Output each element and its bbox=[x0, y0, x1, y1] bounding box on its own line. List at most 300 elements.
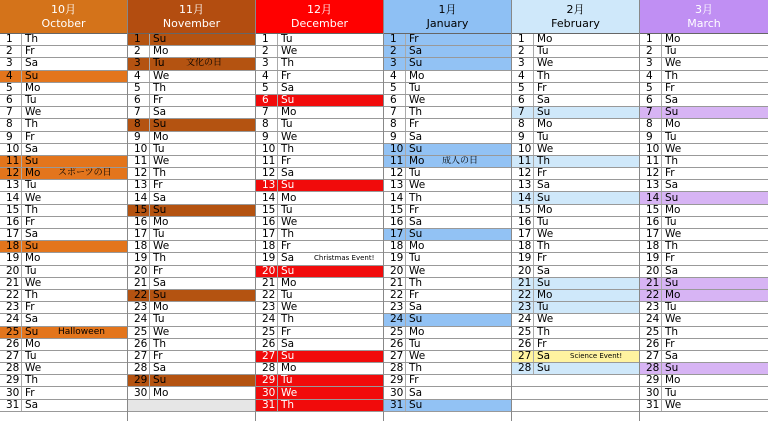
day-row[interactable] bbox=[0, 351, 127, 363]
day-row[interactable] bbox=[256, 71, 383, 83]
day-number: 25 bbox=[512, 327, 534, 338]
weekday-label: Sa bbox=[281, 252, 295, 265]
weekday-label: Su bbox=[153, 374, 167, 387]
day-row[interactable] bbox=[384, 107, 511, 119]
day-row[interactable] bbox=[640, 83, 768, 95]
day-row[interactable] bbox=[512, 180, 639, 192]
weekday-label: We bbox=[153, 240, 170, 253]
day-row[interactable] bbox=[384, 339, 511, 351]
day-row[interactable] bbox=[128, 327, 255, 339]
day-number: 11 bbox=[384, 156, 406, 167]
day-row[interactable] bbox=[128, 156, 255, 168]
weekday-label: Su bbox=[25, 240, 39, 253]
weekday-label: Mo bbox=[665, 203, 681, 216]
day-row[interactable] bbox=[0, 168, 127, 180]
day-row[interactable] bbox=[640, 192, 768, 204]
day-row[interactable] bbox=[0, 95, 127, 107]
day-number: 21 bbox=[512, 278, 534, 289]
weekday-label: Mo bbox=[153, 130, 169, 143]
weekday-label: Th bbox=[665, 69, 679, 82]
day-row[interactable] bbox=[128, 290, 255, 302]
weekday-label: Fr bbox=[281, 240, 291, 253]
day-row[interactable] bbox=[0, 266, 127, 278]
day-row[interactable] bbox=[0, 205, 127, 217]
weekday-label: Mo bbox=[409, 240, 425, 253]
day-row[interactable] bbox=[384, 351, 511, 363]
day-row[interactable] bbox=[256, 119, 383, 131]
day-number: 29 bbox=[640, 375, 662, 386]
day-number: 22 bbox=[384, 290, 406, 301]
weekday-label: Fr bbox=[25, 130, 35, 143]
day-number: 8 bbox=[256, 119, 278, 130]
day-row[interactable] bbox=[128, 205, 255, 217]
day-row[interactable] bbox=[512, 46, 639, 58]
weekday-label: Tu bbox=[281, 289, 293, 302]
day-row[interactable] bbox=[128, 34, 255, 46]
weekday-label: Su bbox=[153, 33, 167, 46]
day-row[interactable] bbox=[0, 71, 127, 83]
day-number: 21 bbox=[128, 278, 150, 289]
weekday-label: Mo bbox=[537, 203, 553, 216]
day-row[interactable] bbox=[128, 119, 255, 131]
day-row[interactable] bbox=[0, 363, 127, 375]
day-row[interactable] bbox=[128, 266, 255, 278]
weekday-label: We bbox=[281, 45, 298, 58]
event-label: 成人の日 bbox=[442, 155, 479, 166]
day-row[interactable] bbox=[256, 192, 383, 204]
weekday-label: Tu bbox=[25, 179, 37, 192]
weekday-label: Su bbox=[281, 349, 295, 362]
day-row[interactable] bbox=[640, 375, 768, 387]
weekday-label: Fr bbox=[537, 252, 547, 265]
weekday-label: Sa bbox=[153, 276, 167, 289]
weekday-label: Sa bbox=[409, 130, 423, 143]
day-row[interactable] bbox=[640, 253, 768, 265]
day-row[interactable] bbox=[256, 375, 383, 387]
day-row[interactable] bbox=[0, 314, 127, 326]
weekday-label: Th bbox=[153, 81, 167, 94]
weekday-label: We bbox=[25, 362, 42, 375]
day-row[interactable] bbox=[512, 241, 639, 253]
weekday-label: Su bbox=[25, 325, 39, 338]
day-number: 18 bbox=[128, 241, 150, 252]
day-row[interactable] bbox=[384, 266, 511, 278]
day-row[interactable] bbox=[640, 302, 768, 314]
day-row[interactable] bbox=[512, 71, 639, 83]
day-row[interactable] bbox=[512, 192, 639, 204]
day-row[interactable] bbox=[256, 339, 383, 351]
weekday-label: We bbox=[409, 264, 426, 277]
day-number: 22 bbox=[128, 290, 150, 301]
day-row[interactable] bbox=[640, 205, 768, 217]
day-row[interactable] bbox=[640, 34, 768, 46]
day-number: 13 bbox=[512, 180, 534, 191]
day-row[interactable] bbox=[512, 132, 639, 144]
day-row[interactable] bbox=[128, 46, 255, 58]
day-number: 28 bbox=[0, 363, 22, 374]
day-row[interactable] bbox=[256, 302, 383, 314]
weekday-label: We bbox=[665, 228, 682, 241]
day-row[interactable] bbox=[512, 253, 639, 265]
weekday-label: Su bbox=[409, 57, 423, 70]
day-row[interactable] bbox=[0, 229, 127, 241]
day-row[interactable] bbox=[128, 302, 255, 314]
day-row[interactable] bbox=[640, 132, 768, 144]
day-row[interactable] bbox=[384, 302, 511, 314]
day-row[interactable] bbox=[0, 180, 127, 192]
day-number: 5 bbox=[640, 83, 662, 94]
day-number: 14 bbox=[512, 192, 534, 203]
day-row[interactable] bbox=[0, 34, 127, 46]
day-row[interactable] bbox=[512, 144, 639, 156]
weekday-label: Tu bbox=[665, 386, 677, 399]
day-row[interactable] bbox=[256, 107, 383, 119]
day-row[interactable] bbox=[384, 241, 511, 253]
day-row[interactable] bbox=[256, 132, 383, 144]
day-row[interactable] bbox=[128, 192, 255, 204]
day-number: 31 bbox=[384, 400, 406, 411]
day-row[interactable] bbox=[640, 363, 768, 375]
day-row[interactable] bbox=[384, 327, 511, 339]
day-number: 15 bbox=[640, 205, 662, 216]
day-row[interactable] bbox=[256, 290, 383, 302]
day-number: 24 bbox=[256, 314, 278, 325]
weekday-label: Sa bbox=[153, 191, 167, 204]
weekday-label: Sa bbox=[281, 81, 295, 94]
day-row[interactable] bbox=[640, 327, 768, 339]
month-header-january bbox=[384, 0, 511, 34]
day-row[interactable] bbox=[384, 400, 511, 412]
day-row[interactable] bbox=[128, 168, 255, 180]
day-row[interactable] bbox=[640, 180, 768, 192]
day-row[interactable] bbox=[384, 205, 511, 217]
day-row[interactable] bbox=[384, 34, 511, 46]
day-row[interactable] bbox=[512, 266, 639, 278]
day-row[interactable] bbox=[384, 168, 511, 180]
day-row[interactable] bbox=[384, 217, 511, 229]
day-row[interactable] bbox=[256, 58, 383, 70]
day-row[interactable] bbox=[512, 58, 639, 70]
weekday-label: Su bbox=[665, 106, 679, 119]
day-row[interactable] bbox=[512, 351, 639, 363]
event-label: Halloween bbox=[58, 326, 105, 337]
weekday-label: Su bbox=[25, 69, 39, 82]
day-row[interactable] bbox=[384, 314, 511, 326]
day-row[interactable] bbox=[384, 132, 511, 144]
day-row[interactable] bbox=[128, 339, 255, 351]
day-number: 21 bbox=[384, 278, 406, 289]
day-number: 7 bbox=[640, 107, 662, 118]
day-number: 6 bbox=[640, 95, 662, 106]
day-row[interactable] bbox=[256, 83, 383, 95]
day-row[interactable] bbox=[640, 168, 768, 180]
day-row[interactable] bbox=[384, 58, 511, 70]
day-number: 28 bbox=[640, 363, 662, 374]
day-row[interactable] bbox=[256, 168, 383, 180]
day-row[interactable] bbox=[512, 339, 639, 351]
day-row[interactable] bbox=[0, 144, 127, 156]
weekday-label: Th bbox=[281, 142, 295, 155]
day-number: 6 bbox=[0, 95, 22, 106]
day-row[interactable] bbox=[0, 217, 127, 229]
day-row[interactable] bbox=[128, 217, 255, 229]
day-list bbox=[256, 34, 383, 412]
day-row[interactable] bbox=[384, 253, 511, 265]
weekday-label: Su bbox=[409, 398, 423, 411]
weekday-label: We bbox=[281, 386, 298, 399]
weekday-label: Su bbox=[281, 94, 295, 107]
day-row[interactable] bbox=[256, 217, 383, 229]
weekday-label: Sa bbox=[409, 301, 423, 314]
weekday-label: Tu bbox=[153, 228, 165, 241]
weekday-label: Fr bbox=[281, 154, 291, 167]
day-row[interactable] bbox=[0, 302, 127, 314]
day-row[interactable] bbox=[128, 132, 255, 144]
day-row[interactable] bbox=[256, 180, 383, 192]
day-row[interactable] bbox=[128, 314, 255, 326]
day-row[interactable] bbox=[384, 229, 511, 241]
day-row[interactable] bbox=[256, 266, 383, 278]
weekday-label: Fr bbox=[153, 349, 163, 362]
day-number: 27 bbox=[384, 351, 406, 362]
day-row[interactable] bbox=[384, 144, 511, 156]
day-number: 30 bbox=[256, 387, 278, 398]
day-number: 5 bbox=[128, 83, 150, 94]
month-column-march bbox=[640, 0, 768, 421]
day-row[interactable] bbox=[640, 46, 768, 58]
day-row[interactable] bbox=[640, 107, 768, 119]
weekday-label: Tu bbox=[25, 94, 37, 107]
day-row[interactable] bbox=[384, 46, 511, 58]
day-row[interactable] bbox=[128, 83, 255, 95]
day-row[interactable] bbox=[128, 229, 255, 241]
weekday-label: Sa bbox=[153, 362, 167, 375]
day-number: 6 bbox=[256, 95, 278, 106]
day-row[interactable] bbox=[0, 107, 127, 119]
day-row[interactable] bbox=[640, 241, 768, 253]
day-row[interactable] bbox=[256, 314, 383, 326]
day-row[interactable] bbox=[640, 314, 768, 326]
day-number: 16 bbox=[384, 217, 406, 228]
day-row[interactable] bbox=[0, 253, 127, 265]
day-number: 25 bbox=[640, 327, 662, 338]
day-row[interactable] bbox=[128, 363, 255, 375]
day-row[interactable] bbox=[512, 363, 639, 375]
day-number: 13 bbox=[640, 180, 662, 191]
day-row[interactable] bbox=[128, 351, 255, 363]
day-row[interactable] bbox=[0, 83, 127, 95]
day-row[interactable] bbox=[256, 229, 383, 241]
day-row[interactable] bbox=[256, 156, 383, 168]
weekday-label: Fr bbox=[153, 264, 163, 277]
day-row[interactable] bbox=[0, 387, 127, 399]
day-number: 11 bbox=[512, 156, 534, 167]
day-number: 9 bbox=[384, 132, 406, 143]
day-row[interactable] bbox=[256, 241, 383, 253]
day-number: 2 bbox=[256, 46, 278, 57]
day-number: 29 bbox=[256, 375, 278, 386]
day-row[interactable] bbox=[640, 400, 768, 412]
month-name-label: February bbox=[551, 16, 600, 30]
day-row[interactable] bbox=[640, 144, 768, 156]
day-row[interactable] bbox=[640, 339, 768, 351]
day-number: 12 bbox=[128, 168, 150, 179]
day-number: 15 bbox=[0, 205, 22, 216]
day-row[interactable] bbox=[384, 119, 511, 131]
day-row[interactable] bbox=[128, 387, 255, 399]
month-kanji-label: 12月 bbox=[307, 2, 332, 16]
day-row[interactable] bbox=[384, 180, 511, 192]
day-row[interactable] bbox=[512, 327, 639, 339]
weekday-label: We bbox=[665, 57, 682, 70]
day-row[interactable] bbox=[0, 119, 127, 131]
day-row[interactable] bbox=[384, 278, 511, 290]
day-row[interactable] bbox=[384, 71, 511, 83]
day-row[interactable] bbox=[256, 205, 383, 217]
weekday-label: Sa bbox=[665, 349, 679, 362]
day-row[interactable] bbox=[384, 290, 511, 302]
weekday-label: Su bbox=[153, 118, 167, 131]
day-row[interactable] bbox=[512, 290, 639, 302]
day-row[interactable] bbox=[384, 375, 511, 387]
day-row[interactable] bbox=[0, 156, 127, 168]
day-row[interactable] bbox=[256, 351, 383, 363]
day-row[interactable] bbox=[512, 217, 639, 229]
month-kanji-label: 10月 bbox=[51, 2, 76, 16]
day-row[interactable] bbox=[512, 156, 639, 168]
day-number: 23 bbox=[640, 302, 662, 313]
day-row[interactable] bbox=[512, 314, 639, 326]
day-number: 9 bbox=[512, 132, 534, 143]
day-row[interactable] bbox=[256, 46, 383, 58]
weekday-label: Th bbox=[537, 69, 551, 82]
weekday-label: Th bbox=[409, 106, 423, 119]
day-row[interactable] bbox=[512, 205, 639, 217]
weekday-label: Th bbox=[25, 289, 39, 302]
day-row[interactable] bbox=[128, 241, 255, 253]
day-number: 3 bbox=[384, 58, 406, 69]
day-row[interactable] bbox=[0, 278, 127, 290]
weekday-label: Mo bbox=[153, 301, 169, 314]
day-row[interactable] bbox=[384, 95, 511, 107]
day-row[interactable] bbox=[384, 192, 511, 204]
day-number: 27 bbox=[256, 351, 278, 362]
day-row[interactable] bbox=[512, 278, 639, 290]
weekday-label: Sa bbox=[409, 386, 423, 399]
day-number: 7 bbox=[0, 107, 22, 118]
day-number: 31 bbox=[640, 400, 662, 411]
day-row[interactable] bbox=[0, 58, 127, 70]
day-row[interactable] bbox=[640, 71, 768, 83]
day-row[interactable] bbox=[128, 253, 255, 265]
day-row[interactable] bbox=[256, 144, 383, 156]
month-name-label: March bbox=[687, 16, 721, 30]
day-row[interactable] bbox=[256, 327, 383, 339]
day-row[interactable] bbox=[512, 168, 639, 180]
day-row[interactable] bbox=[640, 351, 768, 363]
day-row[interactable] bbox=[640, 278, 768, 290]
day-row[interactable] bbox=[0, 400, 127, 412]
weekday-label: Tu bbox=[281, 118, 293, 131]
day-row[interactable] bbox=[640, 229, 768, 241]
day-row[interactable] bbox=[384, 387, 511, 399]
day-row[interactable] bbox=[640, 156, 768, 168]
day-number: 5 bbox=[384, 83, 406, 94]
day-row[interactable] bbox=[128, 58, 255, 70]
day-row[interactable] bbox=[0, 375, 127, 387]
day-row[interactable] bbox=[0, 132, 127, 144]
day-list bbox=[384, 34, 511, 412]
day-row[interactable] bbox=[512, 107, 639, 119]
day-row[interactable] bbox=[384, 83, 511, 95]
weekday-label: Su bbox=[537, 362, 551, 375]
weekday-label: Sa bbox=[537, 264, 551, 277]
day-row[interactable] bbox=[128, 375, 255, 387]
day-number: 16 bbox=[256, 217, 278, 228]
day-row[interactable] bbox=[128, 278, 255, 290]
day-row[interactable] bbox=[384, 363, 511, 375]
day-row[interactable] bbox=[256, 253, 383, 265]
day-row[interactable] bbox=[0, 46, 127, 58]
day-row[interactable] bbox=[128, 71, 255, 83]
day-row[interactable] bbox=[128, 144, 255, 156]
day-row[interactable] bbox=[640, 266, 768, 278]
day-row[interactable] bbox=[640, 217, 768, 229]
day-row[interactable] bbox=[256, 95, 383, 107]
day-row[interactable] bbox=[0, 290, 127, 302]
day-number: 8 bbox=[0, 119, 22, 130]
day-row[interactable] bbox=[640, 290, 768, 302]
day-number: 8 bbox=[384, 119, 406, 130]
day-row[interactable] bbox=[0, 339, 127, 351]
day-number: 19 bbox=[128, 253, 150, 264]
day-row[interactable] bbox=[128, 95, 255, 107]
day-row[interactable] bbox=[512, 34, 639, 46]
day-row[interactable] bbox=[128, 107, 255, 119]
day-row[interactable] bbox=[512, 83, 639, 95]
weekday-label: We bbox=[665, 398, 682, 411]
weekday-label: Tu bbox=[409, 337, 421, 350]
day-row[interactable] bbox=[640, 119, 768, 131]
day-row[interactable] bbox=[0, 192, 127, 204]
day-number: 26 bbox=[128, 339, 150, 350]
day-row[interactable] bbox=[0, 241, 127, 253]
day-number: 21 bbox=[256, 278, 278, 289]
day-number: 6 bbox=[512, 95, 534, 106]
day-row[interactable] bbox=[512, 229, 639, 241]
day-row[interactable] bbox=[256, 278, 383, 290]
day-row[interactable] bbox=[256, 387, 383, 399]
day-row[interactable] bbox=[256, 363, 383, 375]
day-row[interactable] bbox=[256, 400, 383, 412]
day-row[interactable] bbox=[256, 34, 383, 46]
day-number: 26 bbox=[384, 339, 406, 350]
weekday-label: Sa bbox=[25, 313, 39, 326]
day-row[interactable] bbox=[512, 302, 639, 314]
month-kanji-label: 11月 bbox=[179, 2, 204, 16]
day-row[interactable] bbox=[128, 180, 255, 192]
day-row[interactable] bbox=[512, 119, 639, 131]
weekday-label: We bbox=[25, 106, 42, 119]
day-row[interactable] bbox=[384, 156, 511, 168]
day-row[interactable] bbox=[640, 387, 768, 399]
day-row[interactable] bbox=[640, 95, 768, 107]
weekday-label: Th bbox=[25, 118, 39, 131]
day-row[interactable] bbox=[640, 58, 768, 70]
day-row[interactable] bbox=[0, 327, 127, 339]
day-row[interactable] bbox=[512, 95, 639, 107]
day-number: 15 bbox=[512, 205, 534, 216]
